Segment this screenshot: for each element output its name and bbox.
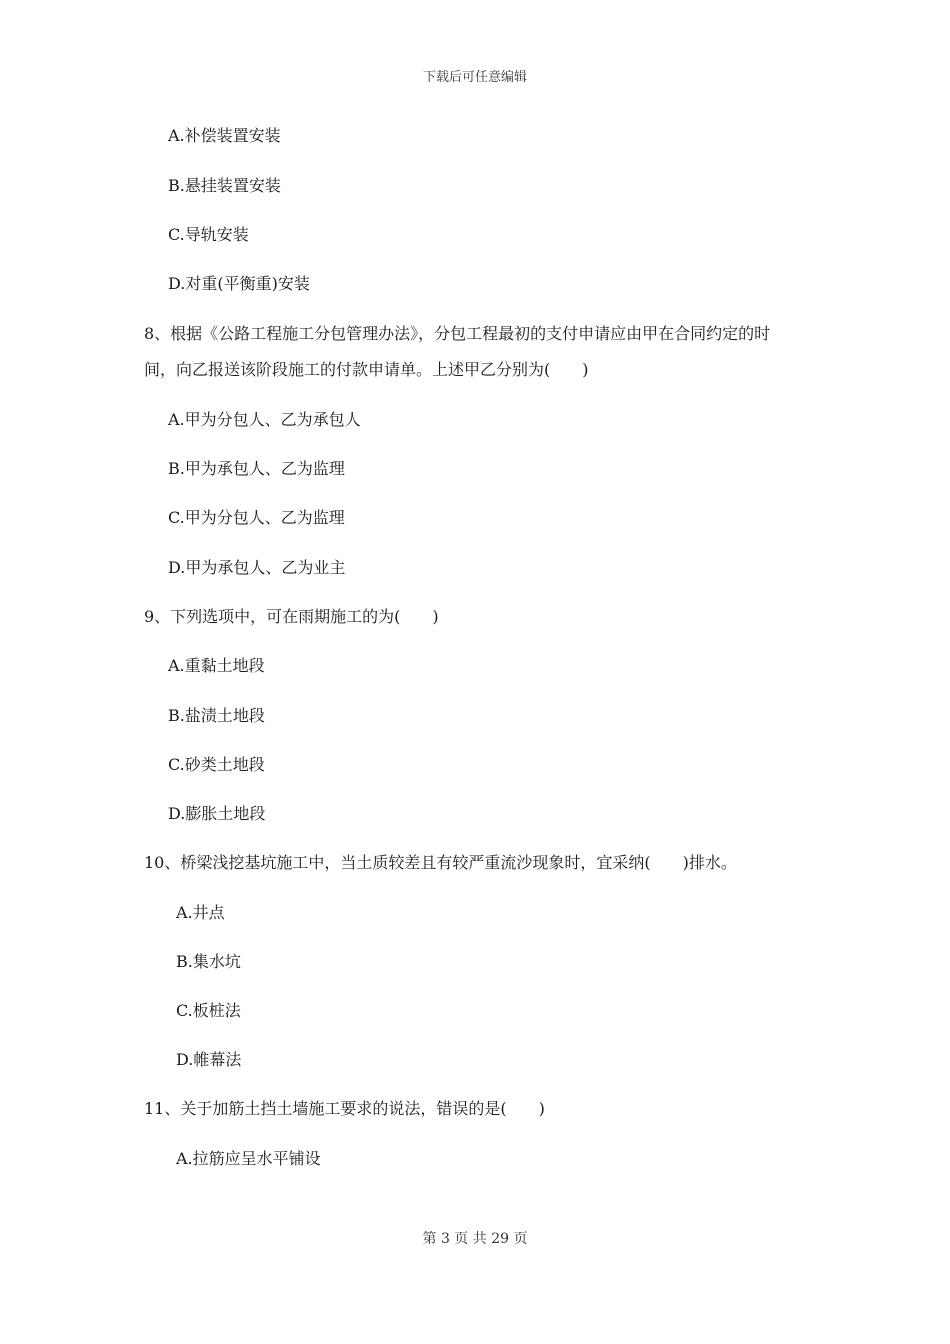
q11-stem: 11、关于加筋土挡土墙施工要求的说法，错误的是( ) bbox=[144, 1099, 545, 1118]
q7-option-d: D.对重(平衡重)安装 bbox=[168, 274, 310, 293]
q7-option-a: A.补偿装置安装 bbox=[168, 126, 281, 145]
q7-option-b: B.悬挂装置安装 bbox=[168, 176, 281, 195]
page-footer: 第 3 页 共 29 页 bbox=[422, 1231, 528, 1247]
q7-option-c: C.导轨安装 bbox=[168, 225, 249, 244]
q10-option-c: C.板桩法 bbox=[176, 1001, 241, 1020]
q9-option-d: D.膨胀土地段 bbox=[168, 804, 266, 823]
q9-option-c: C.砂类土地段 bbox=[168, 755, 265, 774]
q8-stem-line2: 间，向乙报送该阶段施工的付款申请单。上述甲乙分别为( ) bbox=[144, 360, 589, 379]
q9-option-b: B.盐渍土地段 bbox=[168, 706, 265, 725]
q9-option-a: A.重黏土地段 bbox=[168, 656, 265, 675]
q11-option-a: A.拉筋应呈水平铺设 bbox=[176, 1149, 321, 1168]
q8-option-d: D.甲为承包人、乙为业主 bbox=[168, 558, 346, 577]
q8-option-c: C.甲为分包人、乙为监理 bbox=[168, 508, 345, 527]
q10-option-a: A.井点 bbox=[176, 903, 225, 922]
q9-stem: 9、下列选项中，可在雨期施工的为( ) bbox=[144, 607, 439, 626]
q10-option-d: D.帷幕法 bbox=[176, 1050, 242, 1069]
q8-stem-line1: 8、根据《公路工程施工分包管理办法》，分包工程最初的支付申请应由甲在合同约定的时 bbox=[144, 324, 771, 343]
page-header: 下载后可任意编辑 bbox=[422, 70, 527, 85]
q10-stem: 10、桥梁浅挖基坑施工中，当土质较差且有较严重流沙现象时，宜采纳( )排水。 bbox=[144, 853, 737, 872]
q8-option-b: B.甲为承包人、乙为监理 bbox=[168, 459, 345, 478]
q10-option-b: B.集水坑 bbox=[176, 952, 241, 971]
q8-option-a: A.甲为分包人、乙为承包人 bbox=[168, 410, 361, 429]
